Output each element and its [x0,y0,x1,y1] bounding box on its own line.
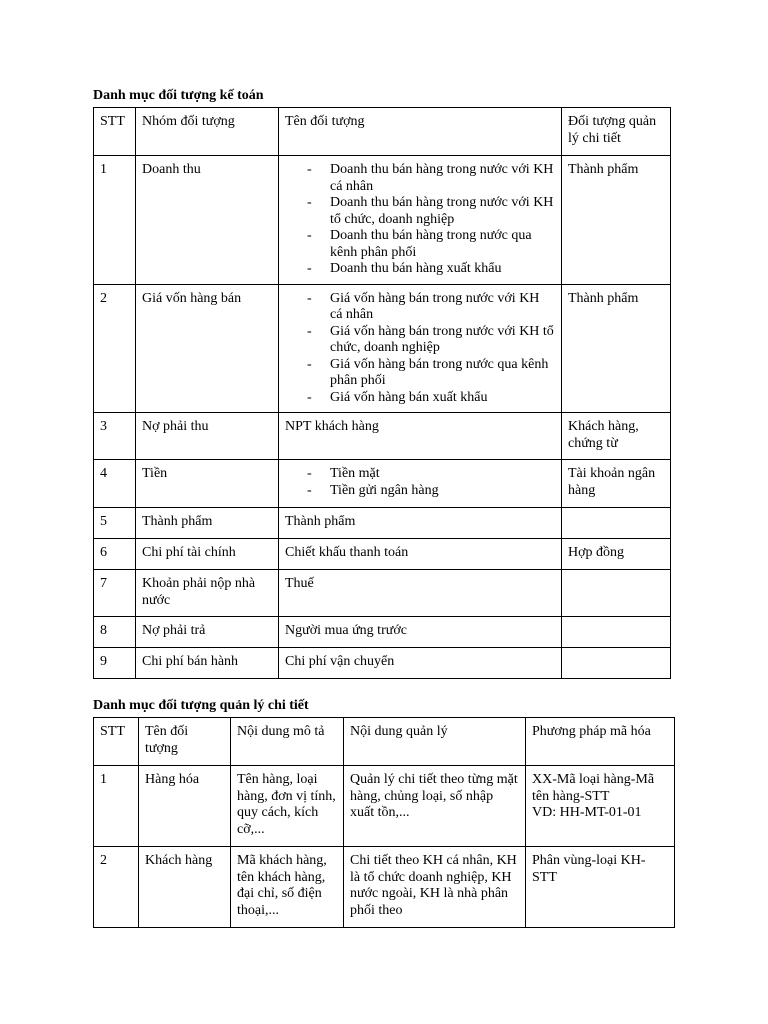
description-cell: Tên hàng, loại hàng, đơn vị tính, quy cách, kích cỡ,... [231,766,344,847]
coding-method-cell: XX-Mã loại hàng-Mã tên hàng-STT VD: HH-MT-01-01 [526,766,675,847]
group-cell: Giá vốn hàng bán [136,284,279,413]
detail-cell: Thành phẩm [562,284,671,413]
heading-detail-objects: Danh mục đối tượng quản lý chi tiết [93,698,309,713]
table-row [94,284,671,413]
list-item: - Doanh thu bán hàng trong nước với KH tổ chức, doanh nghiệp [285,195,555,228]
stt-cell: 6 [94,539,136,570]
table-row [94,648,671,679]
header-cell: Tên đối tượng [279,108,562,156]
list-item: - Doanh thu bán hàng trong nước với KH cá nhân [285,162,555,195]
stt-cell: 5 [94,508,136,539]
detail-cell [562,570,671,617]
header-cell: STT [94,108,136,156]
list-item: - Giá vốn hàng bán xuất khẩu [285,390,555,407]
stt-cell: 7 [94,570,136,617]
list-item: - Tiền gửi ngân hàng [285,483,555,500]
object-name-cell: Chi phí vận chuyển [279,648,562,679]
list-item: - Doanh thu bán hàng trong nước qua kênh phân phối [285,228,555,261]
object-name-cell: Thành phẩm [279,508,562,539]
object-name-cell: Người mua ứng trước [279,617,562,648]
object-list [285,466,555,499]
table-row [94,413,671,460]
table-row [94,766,675,847]
object-name-cell: NPT khách hàng [279,413,562,460]
detail-cell: Tài khoản ngân hàng [562,460,671,508]
table-row [94,156,671,285]
table-row [94,508,671,539]
coding-method-cell: Phân vùng-loại KH-STT [526,847,675,928]
management-cell: Chi tiết theo KH cá nhân, KH là tổ chức doanh nghiệp, KH nước ngoài, KH là nhà phân phối theo [344,847,526,928]
list-item: - Giá vốn hàng bán trong nước với KH cá nhân [285,291,555,324]
detail-cell: Hợp đồng [562,539,671,570]
list-item: - Giá vốn hàng bán trong nước với KH tổ chức, doanh nghiệp [285,324,555,357]
table-row [94,847,675,928]
detail-cell [562,508,671,539]
group-cell: Chi phí bán hành [136,648,279,679]
table-header-row [94,718,675,766]
detail-cell: Khách hàng, chứng từ [562,413,671,460]
stt-cell: 9 [94,648,136,679]
detail-objects-table [93,717,675,928]
object-name-cell [279,284,562,413]
header-cell: Nội dung mô tả [231,718,344,766]
header-cell: STT [94,718,139,766]
accounting-objects-table [93,107,671,679]
group-cell: Doanh thu [136,156,279,285]
object-name-cell: Chiết khấu thanh toán [279,539,562,570]
detail-cell: Thành phẩm [562,156,671,285]
list-item: - Tiền mặt [285,466,555,483]
stt-cell: 4 [94,460,136,508]
stt-cell: 2 [94,284,136,413]
detail-cell [562,648,671,679]
group-cell: Nợ phải trả [136,617,279,648]
object-name-cell: Khách hàng [139,847,231,928]
table-header-row [94,108,671,156]
header-cell: Phương pháp mã hóa [526,718,675,766]
list-item: - Giá vốn hàng bán trong nước qua kênh phân phối [285,357,555,390]
group-cell: Tiền [136,460,279,508]
table-row [94,617,671,648]
object-name-cell: Hàng hóa [139,766,231,847]
stt-cell: 1 [94,766,139,847]
group-cell: Nợ phải thu [136,413,279,460]
table-row [94,539,671,570]
stt-cell: 1 [94,156,136,285]
object-name-cell: Thuế [279,570,562,617]
heading-accounting-objects: Danh mục đối tượng kế toán [93,88,264,103]
object-name-cell [279,156,562,285]
object-list [285,291,555,407]
group-cell: Chi phí tài chính [136,539,279,570]
header-cell: Tên đối tượng [139,718,231,766]
stt-cell: 3 [94,413,136,460]
description-cell: Mã khách hàng, tên khách hàng, đại chỉ, số điện thoại,... [231,847,344,928]
detail-cell [562,617,671,648]
group-cell: Khoản phải nộp nhà nước [136,570,279,617]
management-cell: Quản lý chi tiết theo từng mặt hàng, chủng loại, số nhập xuất tồn,... [344,766,526,847]
header-cell: Nội dung quản lý [344,718,526,766]
object-list [285,162,555,278]
stt-cell: 2 [94,847,139,928]
table-row [94,570,671,617]
list-item: - Doanh thu bán hàng xuất khẩu [285,261,555,278]
stt-cell: 8 [94,617,136,648]
header-cell: Nhóm đối tượng [136,108,279,156]
group-cell: Thành phẩm [136,508,279,539]
table-row [94,460,671,508]
object-name-cell [279,460,562,508]
header-cell: Đối tượng quản lý chi tiết [562,108,671,156]
